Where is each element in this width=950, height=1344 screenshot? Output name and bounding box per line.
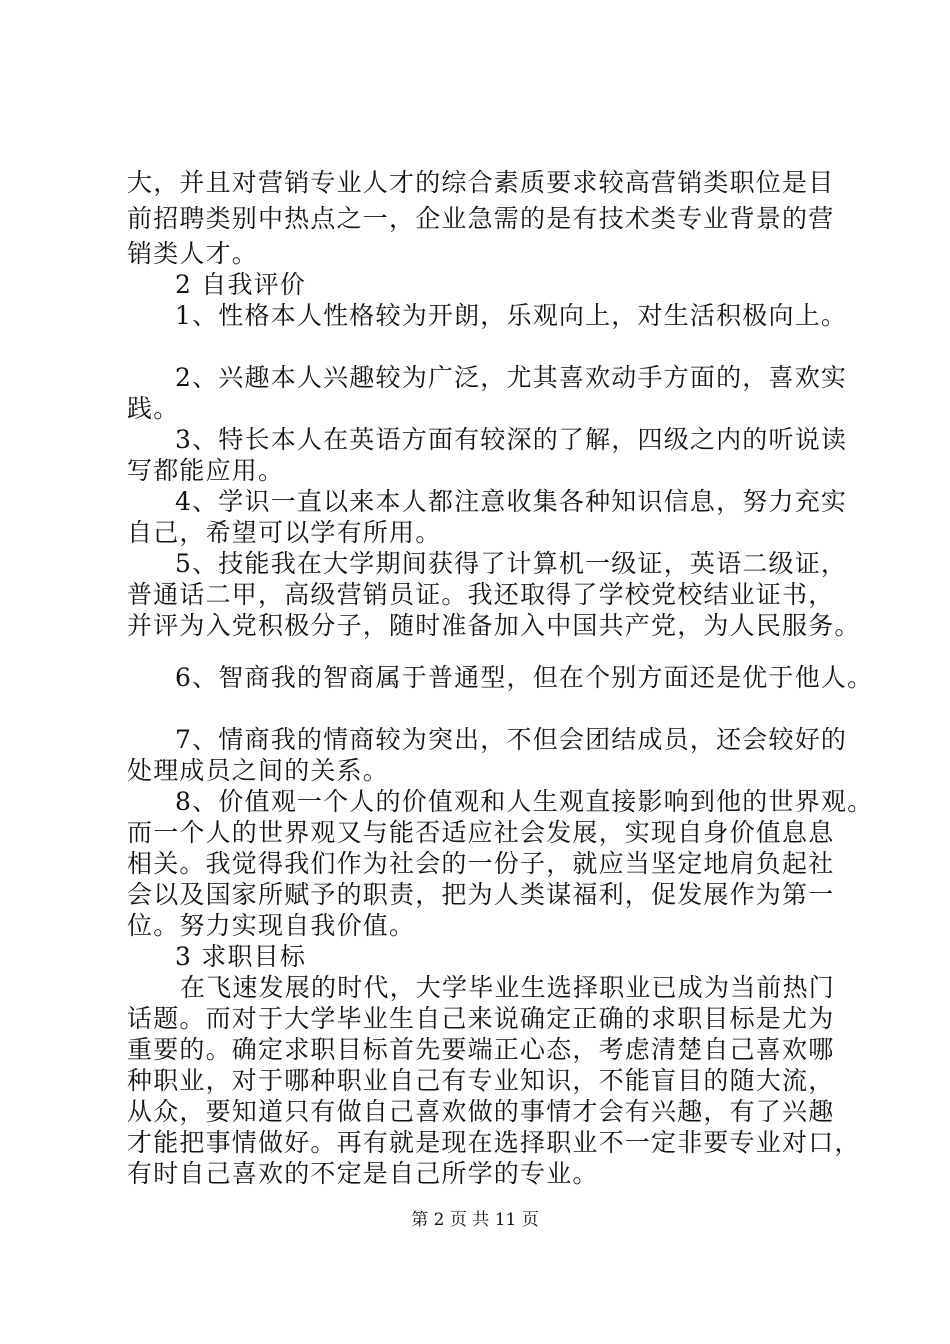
section-heading: 2 自我评价 <box>175 270 307 299</box>
body-line: 从众，要知道只有做自己喜欢做的事情才会有兴趣，有了兴趣 <box>127 1097 835 1126</box>
body-line: 6、智商我的智商属于普通型，但在个别方面还是优于他人。 <box>175 663 874 692</box>
body-line: 而一个人的世界观又与能否适应社会发展，实现自身价值息息 <box>127 818 835 847</box>
section-heading: 3 求职目标 <box>175 942 307 971</box>
body-line: 在飞速发展的时代，大学毕业生选择职业已成为当前热门 <box>180 973 836 1002</box>
body-line: 5、技能我在大学期间获得了计算机一级证，英语二级证， <box>175 549 848 578</box>
body-line: 有时自己喜欢的不定是自己所学的专业。 <box>127 1159 599 1188</box>
body-line: 4、学识一直以来本人都注意收集各种知识信息，努力充实 <box>175 487 848 516</box>
body-line: 销类人才。 <box>127 239 259 268</box>
body-line: 前招聘类别中热点之一，企业急需的是有技术类专业背景的营 <box>127 204 835 233</box>
body-line: 重要的。确定求职目标首先要端正心态，考虑清楚自己喜欢哪 <box>127 1035 835 1064</box>
body-line: 大，并且对营销专业人才的综合素质要求较高营销类职位是目 <box>127 168 835 197</box>
body-line: 1、性格本人性格较为开朗，乐观向上，对生活积极向上。 <box>175 301 848 330</box>
body-line: 自己，希望可以学有所用。 <box>127 518 442 547</box>
body-line: 位。努力实现自我价值。 <box>127 911 416 940</box>
body-line: 践。 <box>127 394 180 423</box>
body-line: 处理成员之间的关系。 <box>127 756 390 785</box>
body-line: 相关。我觉得我们作为社会的一份子，就应当坚定地肩负起社 <box>127 849 835 878</box>
page-number-footer: 第 2 页 共 11 页 <box>411 1210 539 1230</box>
body-line: 才能把事情做好。再有就是现在选择职业不一定非要专业对口， <box>127 1128 861 1157</box>
body-line: 7、情商我的情商较为突出，不但会团结成员，还会较好的 <box>175 725 848 754</box>
body-line: 3、特长本人在英语方面有较深的了解，四级之内的听说读 <box>175 425 848 454</box>
body-line: 普通话二甲，高级营销员证。我还取得了学校党校结业证书， <box>127 580 835 609</box>
body-line: 种职业，对于哪种职业自己有专业知识，不能盲目的随大流， <box>127 1066 835 1095</box>
body-line: 2、兴趣本人兴趣较为广泛，尤其喜欢动手方面的，喜欢实 <box>175 363 848 392</box>
body-line: 并评为入党积极分子，随时准备加入中国共产党，为人民服务。 <box>127 611 861 640</box>
body-line: 8、价值观一个人的价值观和人生观直接影响到他的世界观。 <box>175 787 874 816</box>
body-line: 话题。而对于大学毕业生自己来说确定正确的求职目标是尤为 <box>127 1004 835 1033</box>
body-line: 会以及国家所赋予的职责，把为人类谋福利，促发展作为第一 <box>127 880 835 909</box>
body-line: 写都能应用。 <box>127 456 285 485</box>
